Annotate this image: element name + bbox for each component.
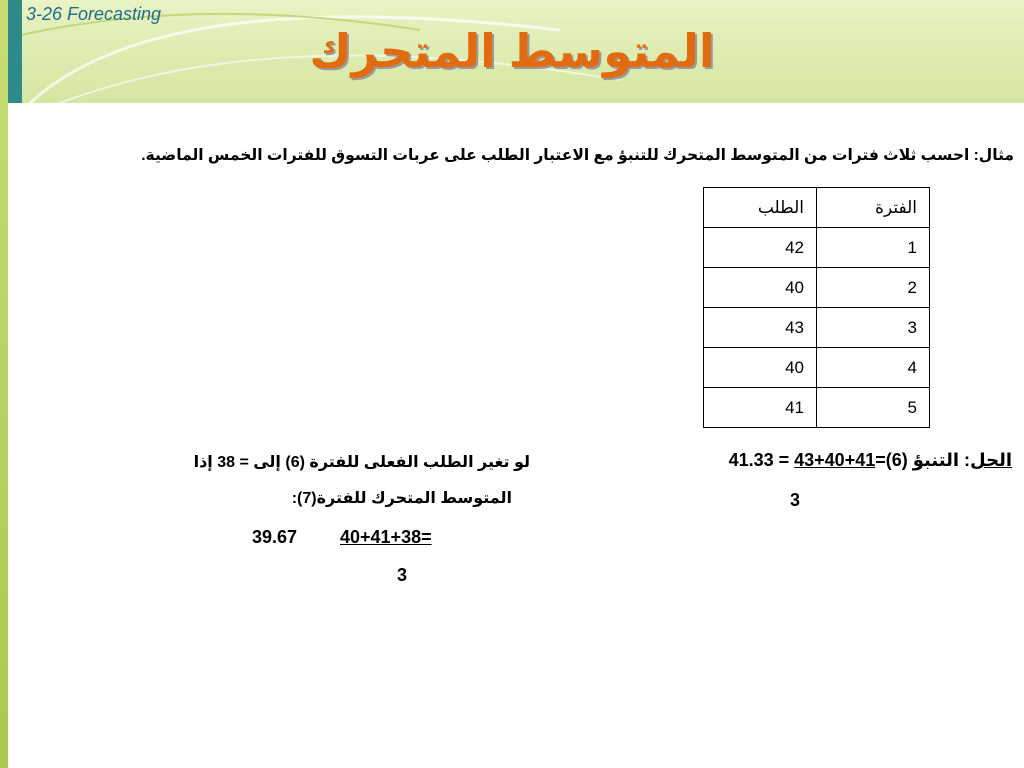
period-cell: 5 xyxy=(817,388,930,428)
period-cell: 3 xyxy=(817,308,930,348)
period-cell: 4 xyxy=(817,348,930,388)
table-header-row xyxy=(704,188,930,228)
slide-header xyxy=(0,0,1024,103)
demand-cell: 40 xyxy=(704,268,817,308)
column-header-demand: الطلب xyxy=(704,188,817,228)
period-cell: 2 xyxy=(817,268,930,308)
example-label: مثال: xyxy=(973,147,1014,164)
alternative-condition: لو تغير الطلب الفعلى للفترة (6) إلى = 38 إذا xyxy=(193,454,530,471)
solution-numerator: 41+40+43 xyxy=(794,450,876,470)
period-cell: 1 xyxy=(817,228,930,268)
table-row xyxy=(704,388,930,428)
alternative-result: 39.67 xyxy=(252,527,298,547)
table-row xyxy=(704,348,930,388)
example-text: احسب ثلاث فترات من المتوسط المتحرك للتنبؤ مع الاعتبار الطلب على عربات التسوق للفترات الخمس الماضية. xyxy=(141,147,974,164)
demand-cell: 42 xyxy=(704,228,817,268)
solution-result: = 41.33 xyxy=(728,450,795,470)
solution-denominator: 3 xyxy=(790,490,801,510)
alternative-heading: المتوسط المتحرك للفترة(7): xyxy=(291,490,512,507)
solution-line xyxy=(729,450,1012,471)
table-row xyxy=(704,228,930,268)
demand-table xyxy=(703,187,930,428)
alternative-numerator: 40+41+38= xyxy=(340,527,432,547)
table-row xyxy=(704,308,930,348)
example-statement xyxy=(114,146,1014,165)
slide-number: 3-26 Forecasting xyxy=(26,4,162,24)
demand-cell: 43 xyxy=(704,308,817,348)
demand-cell: 40 xyxy=(704,348,817,388)
column-header-period: الفترة xyxy=(817,188,930,228)
table-row xyxy=(704,268,930,308)
sidebar-strip xyxy=(0,0,8,768)
alternative-denominator: 3 xyxy=(397,565,408,585)
demand-cell: 41 xyxy=(704,388,817,428)
solution-label: الحل xyxy=(970,450,1012,470)
solution-forecast-text: : التنبؤ (6)= xyxy=(875,450,971,470)
slide-title: المتوسط المتحرك xyxy=(309,25,715,77)
